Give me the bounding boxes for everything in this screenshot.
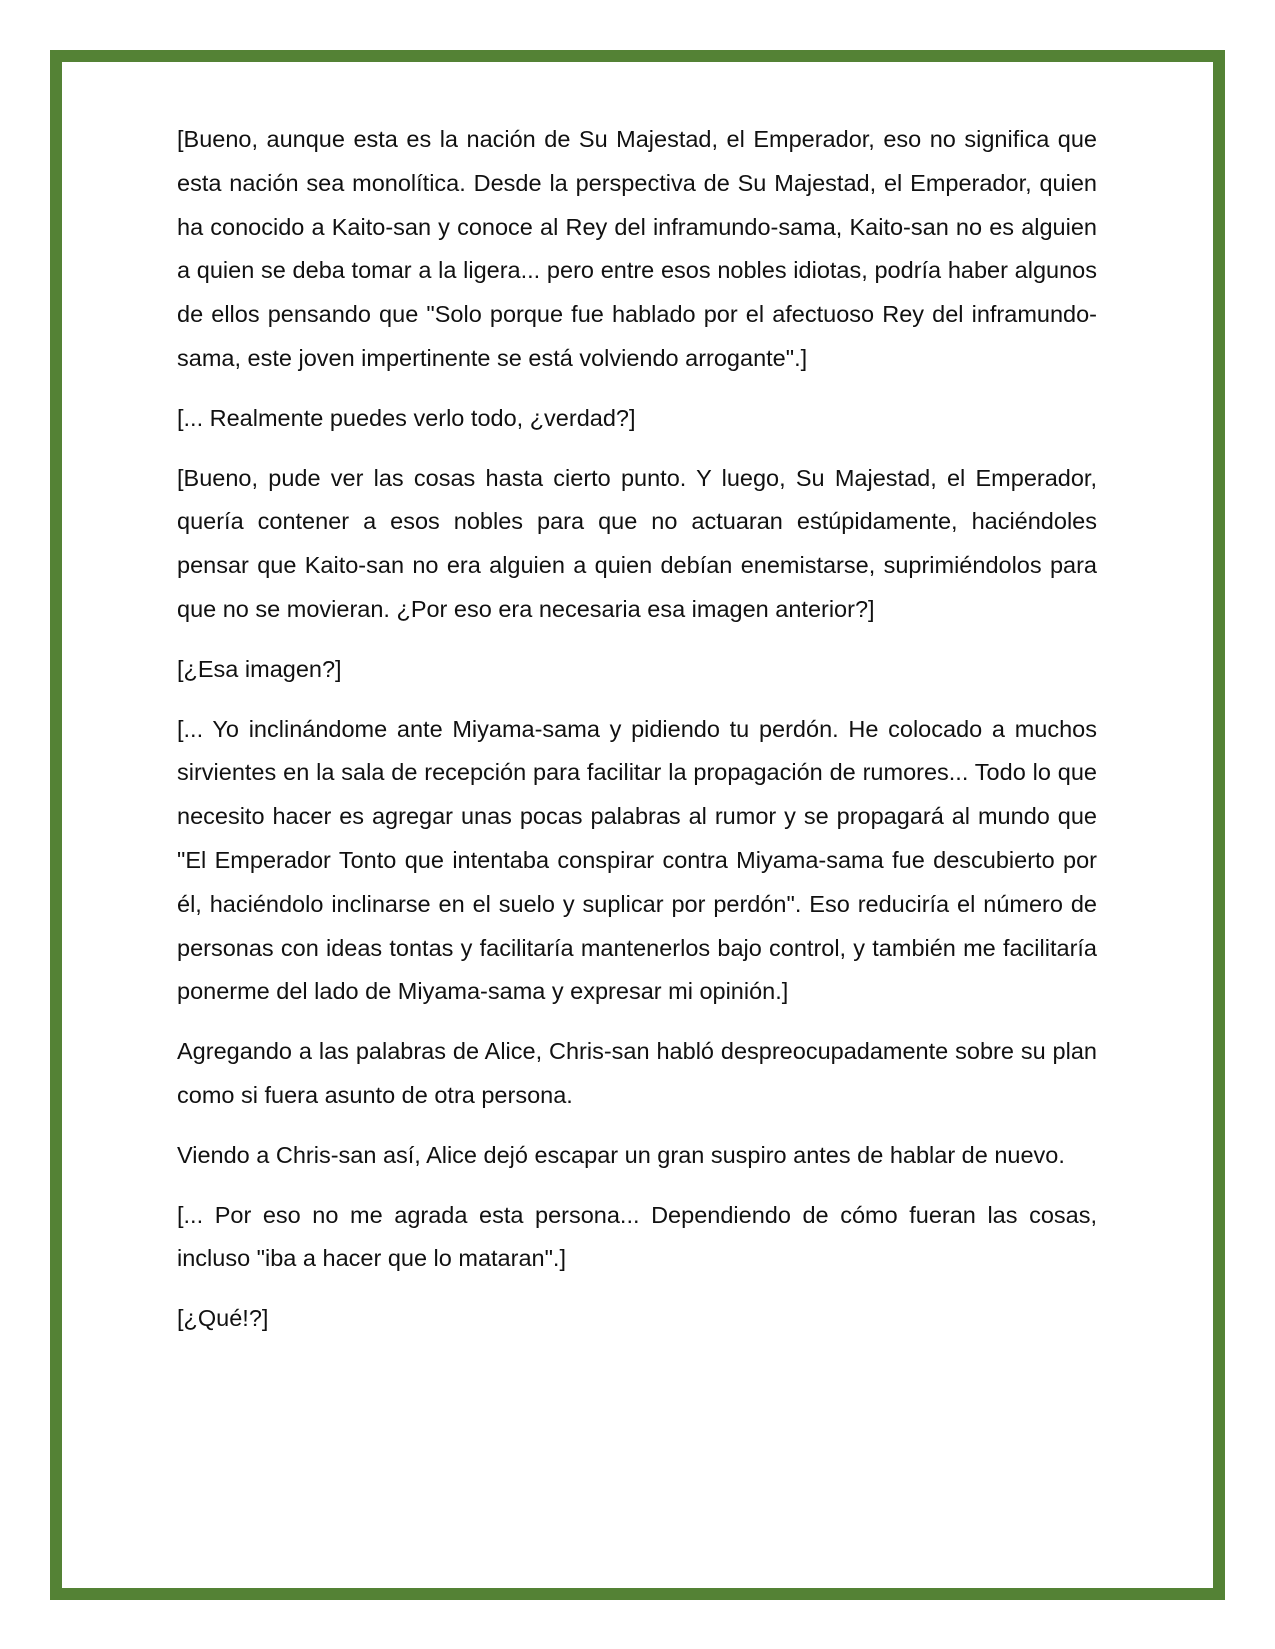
- paragraph-narration: Agregando a las palabras de Alice, Chris-san habló despreocupadamente sobre su plan como si fuera asunto de otra persona.: [177, 1038, 1097, 1108]
- paragraph-dialogue: [... Yo inclinándome ante Miyama-sama y pidiendo tu perdón. He colocado a muchos sirvientes en la sala de recepción para facilitar la propagación de rumores... Todo lo que necesito hacer es agregar unas pocas palabras al rumor y se propagará al mundo que "El Emperador Tonto que intentaba conspirar contra Miyama-sama fue descubierto por él, haciéndolo inclinarse en el suelo y suplicar por perdón". Eso reduciría el número de personas con ideas tontas y facilitaría mantenerlos bajo control, y también me facilitaría ponerme del lado de Miyama-sama y expresar mi opinión.]: [177, 715, 1097, 1005]
- paragraph-dialogue: [... Por eso no me agrada esta persona... Dependiendo de cómo fueran las cosas, incluso "iba a hacer que lo mataran".]: [177, 1201, 1097, 1272]
- paragraph-dialogue: [¿Qué!?]: [177, 1305, 269, 1332]
- document-body: [177, 118, 1097, 1357]
- paragraph-narration: Viendo a Chris-san así, Alice dejó escapar un gran suspiro antes de hablar de nuevo.: [177, 1141, 1065, 1168]
- paragraph-dialogue: [... Realmente puedes verlo todo, ¿verdad?]: [177, 404, 636, 431]
- paragraph-dialogue: [Bueno, pude ver las cosas hasta cierto punto. Y luego, Su Majestad, el Emperador, quería contener a esos nobles para que no actuaran estúpidamente, haciéndoles pensar que Kaito-san no era alguien a quien debían enemistarse, suprimiéndolos para que no se movieran. ¿Por eso era necesaria esa imagen anterior?]: [177, 464, 1097, 622]
- paragraph-dialogue: [Bueno, aunque esta es la nación de Su Majestad, el Emperador, eso no significa que esta nación sea monolítica. Desde la perspectiva de Su Majestad, el Emperador, quien ha conocido a Kaito-san y conoce al Rey del inframundo-sama, Kaito-san no es alguien a quien se deba tomar a la ligera... pero entre esos nobles idiotas, podría haber algunos de ellos pensando que "Solo porque fue hablado por el afectuoso Rey del inframundo-sama, este joven impertinente se está volviendo arrogante".]: [177, 126, 1097, 371]
- paragraph-dialogue: [¿Esa imagen?]: [177, 655, 342, 682]
